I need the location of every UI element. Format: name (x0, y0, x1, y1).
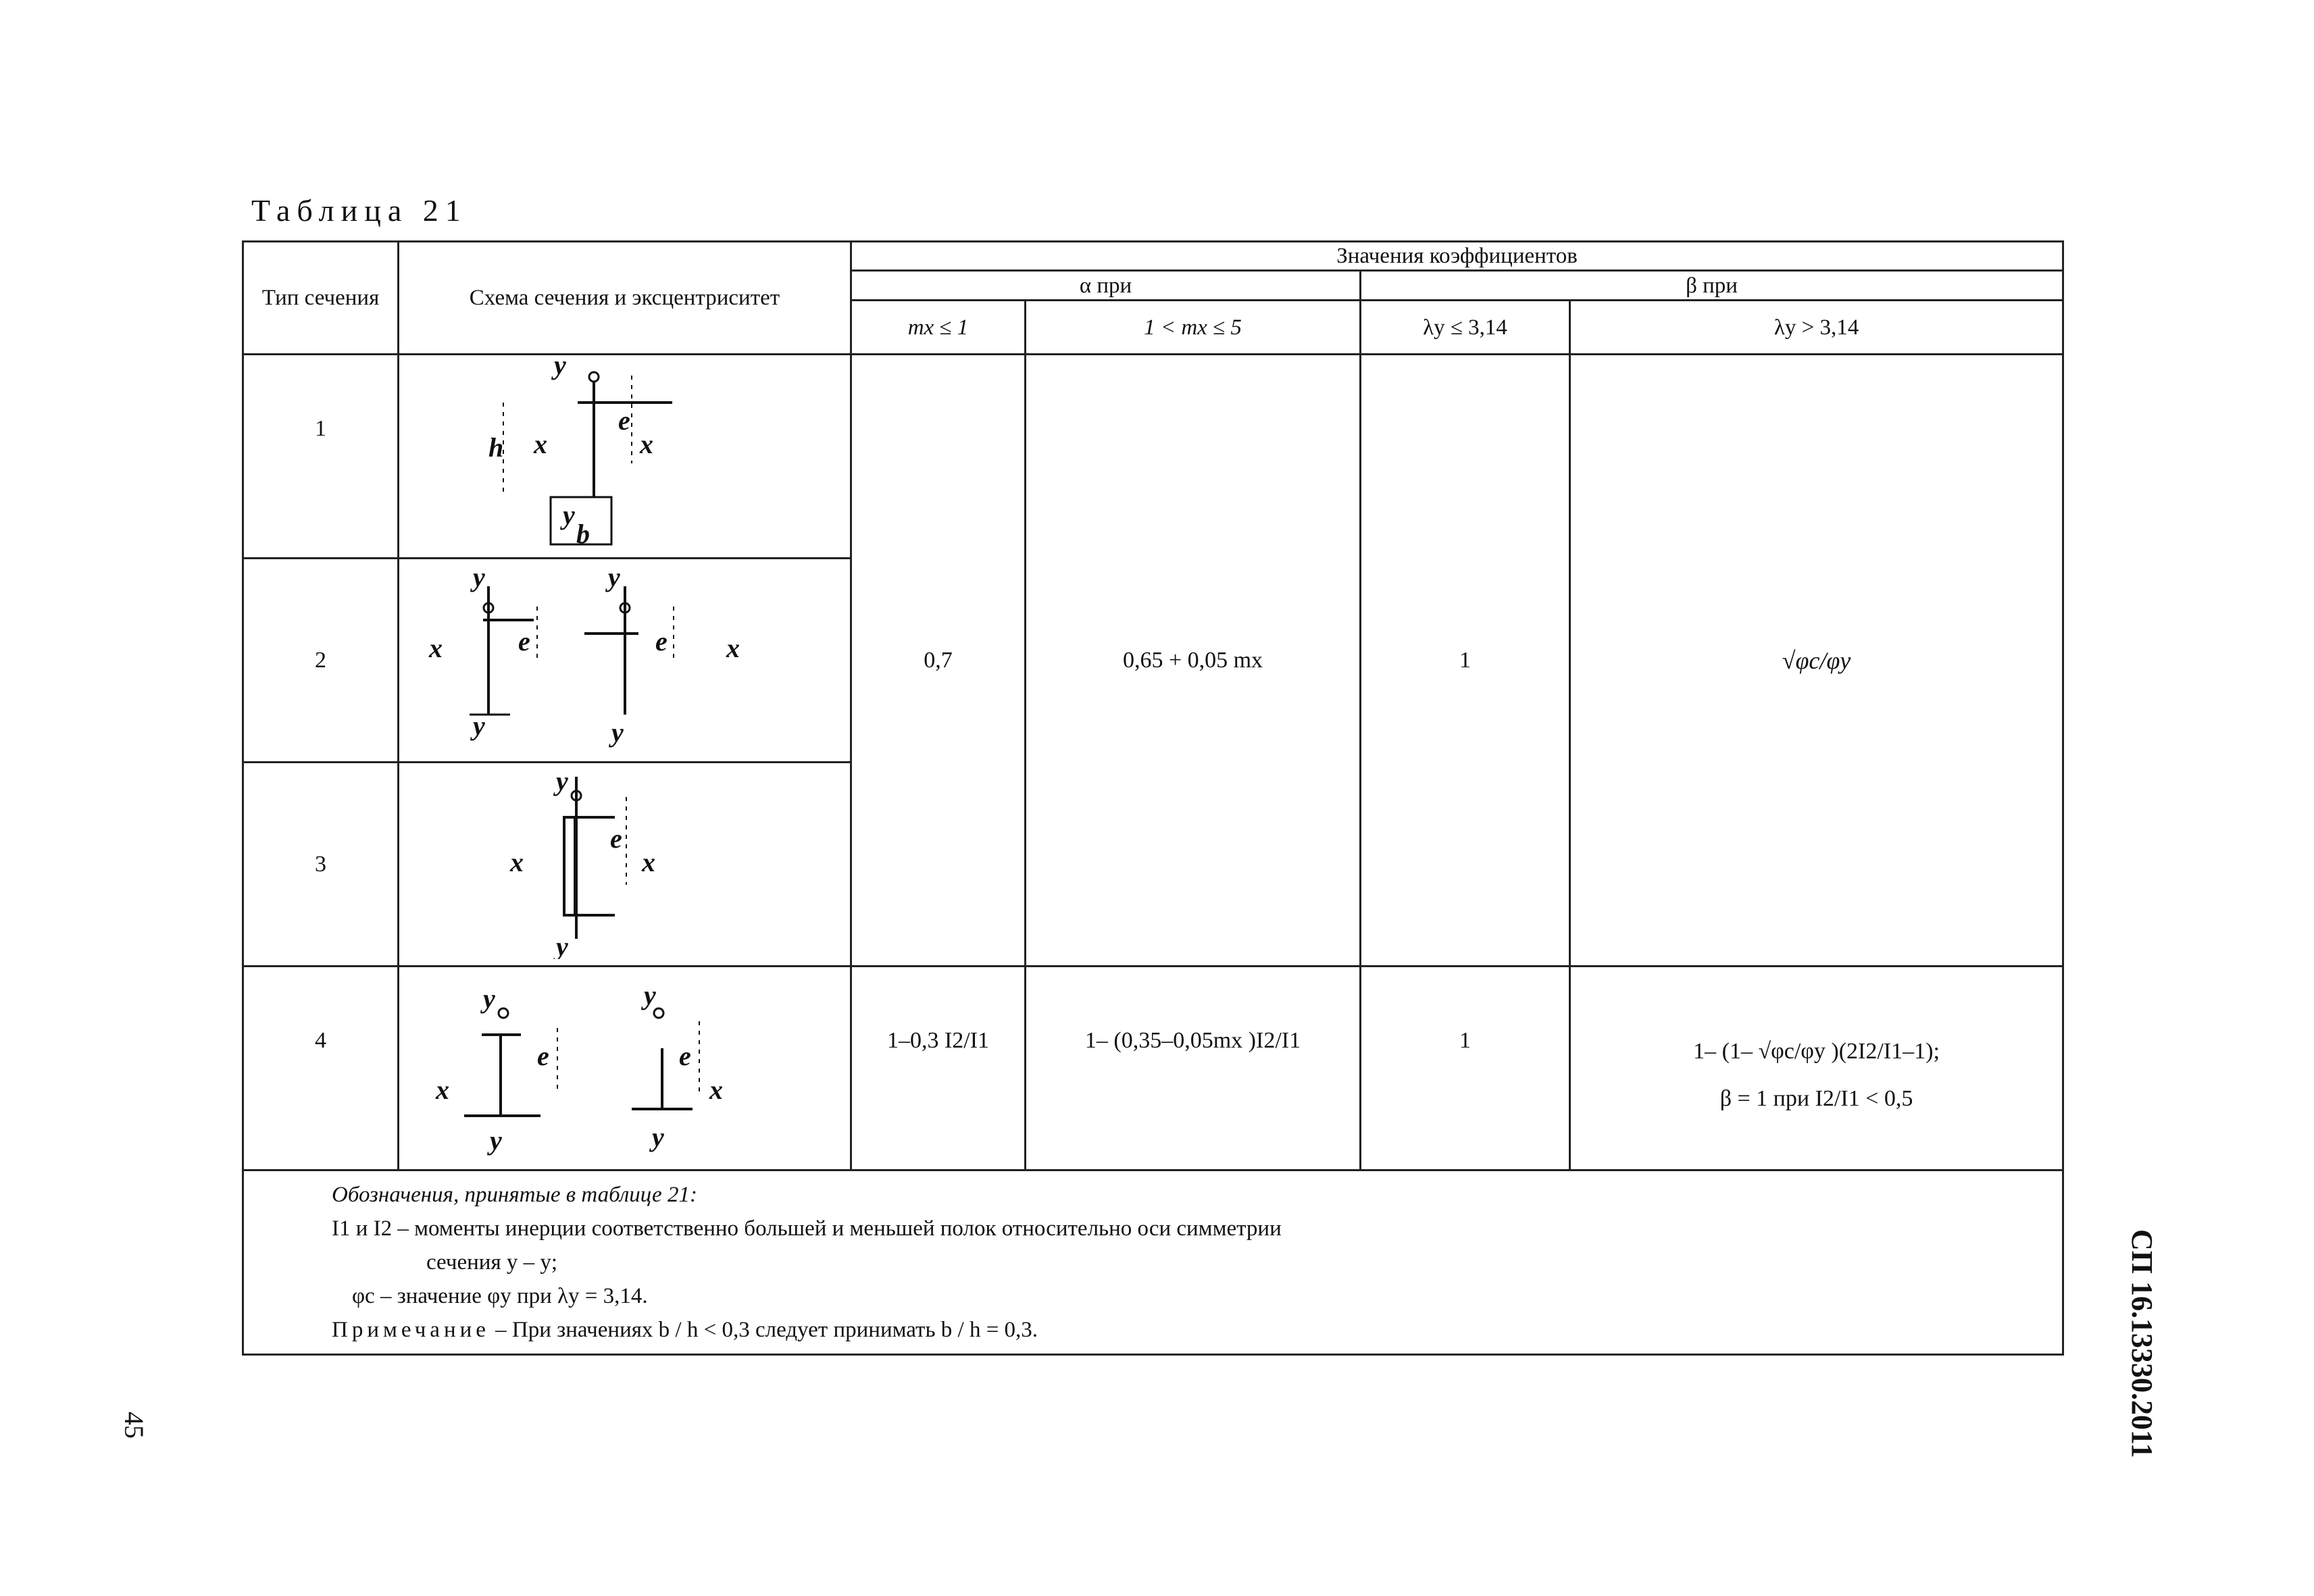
notes-remark (332, 1313, 2062, 1347)
header-beta: β при (1361, 271, 2063, 301)
section-type-4: 4 (243, 967, 399, 1170)
header-type: Тип сечения (243, 242, 399, 355)
section-type-3: 3 (243, 763, 399, 967)
beta2-value-4-line2: β = 1 при I2/I1 < 0,5 (1719, 1086, 1913, 1111)
label-y-bottom: y (562, 500, 575, 530)
section-scheme-1 (399, 355, 851, 559)
label-e-a: e (518, 626, 530, 657)
section-scheme-4 (399, 967, 851, 1170)
label-y-a-bottom: y (472, 711, 485, 741)
label-h: h (488, 432, 503, 463)
section-scheme-3 (399, 763, 851, 967)
notes-line1: I1 и I2 – моменты инерции соответственно большей и меньшей полок относительно оси симметрии (332, 1216, 1282, 1241)
alpha2-value-4: 1– (0,35–0,05mx )I2/I1 (1026, 967, 1361, 1170)
header-coefficients: Значения коэффициентов (851, 242, 2063, 271)
label-y-bottom: y (555, 931, 568, 959)
label-e-a: e (536, 1041, 549, 1071)
beta1-value-4: 1 (1361, 967, 1570, 1170)
header-beta-cond2: λy > 3,14 (1570, 301, 2063, 355)
label-y-b-bottom: y (651, 1122, 664, 1152)
asymmetric-i-section-diagram (402, 967, 848, 1163)
section-type-1: 1 (243, 355, 399, 559)
beta2-value-4 (1570, 967, 2063, 1170)
channel-section-diagram (402, 763, 848, 959)
channel-i-section-diagram (402, 559, 848, 755)
label-b: b (576, 519, 590, 549)
document-code: СП 16.13330.2011 (2126, 1229, 2159, 1458)
alpha1-value-123: 0,7 (851, 355, 1026, 967)
header-beta-cond1: λy ≤ 3,14 (1361, 301, 1570, 355)
beta1-value-123: 1 (1361, 355, 1570, 967)
section-type-2: 2 (243, 559, 399, 763)
note-label: Примечание (332, 1318, 490, 1342)
label-e: e (618, 405, 630, 436)
label-x-left: x (509, 847, 524, 877)
label-x-left: x (533, 429, 547, 459)
page-number: 45 (119, 1412, 149, 1439)
label-y-a-bottom: y (489, 1125, 502, 1156)
tee-section-diagram (402, 355, 848, 551)
label-y-top: y (555, 766, 568, 796)
header-alpha-cond2: 1 < mx ≤ 5 (1026, 301, 1361, 355)
notes-line2: φc – значение φy при λy = 3,14. (352, 1284, 648, 1308)
label-y-b-top: y (643, 980, 656, 1010)
alpha1-value-4: 1–0,3 I2/I1 (851, 967, 1026, 1170)
label-e: e (609, 823, 622, 854)
section-scheme-2 (399, 559, 851, 763)
label-x-b: x (726, 633, 740, 663)
header-alpha-cond1: mx ≤ 1 (851, 301, 1026, 355)
label-x-b: x (709, 1075, 723, 1105)
coefficients-table (242, 240, 2064, 1356)
label-x-right: x (639, 429, 653, 459)
table-title: Таблица 21 (251, 193, 468, 228)
header-alpha: α при (851, 271, 1361, 301)
label-y-a-top: y (482, 983, 495, 1014)
label-e-b: e (655, 626, 668, 657)
label-y-b-bottom: y (611, 717, 624, 748)
notes-section (243, 1170, 2063, 1355)
label-y-top: y (553, 355, 566, 380)
notes-line1-cont: сечения y – y; (426, 1250, 558, 1275)
label-x-right: x (641, 847, 655, 877)
beta2-value-4-line1: 1– (1– √φc/φy )(2I2/I1–1); (1693, 1039, 1940, 1064)
notes-heading: Обозначения, принятые в таблице 21: (332, 1183, 697, 1207)
label-y-a-top: y (472, 562, 485, 592)
note-text: – При значениях b / h < 0,3 следует принимать b / h = 0,3. (489, 1318, 1038, 1342)
label-x-a: x (428, 633, 443, 663)
beta2-value-123: √φc/φy (1570, 355, 2063, 967)
label-y-b-top: y (607, 562, 620, 592)
label-e-b: e (678, 1041, 691, 1071)
label-x-a: x (435, 1075, 449, 1105)
header-scheme: Схема сечения и эксцентриситет (399, 242, 851, 355)
alpha2-value-123: 0,65 + 0,05 mx (1026, 355, 1361, 967)
